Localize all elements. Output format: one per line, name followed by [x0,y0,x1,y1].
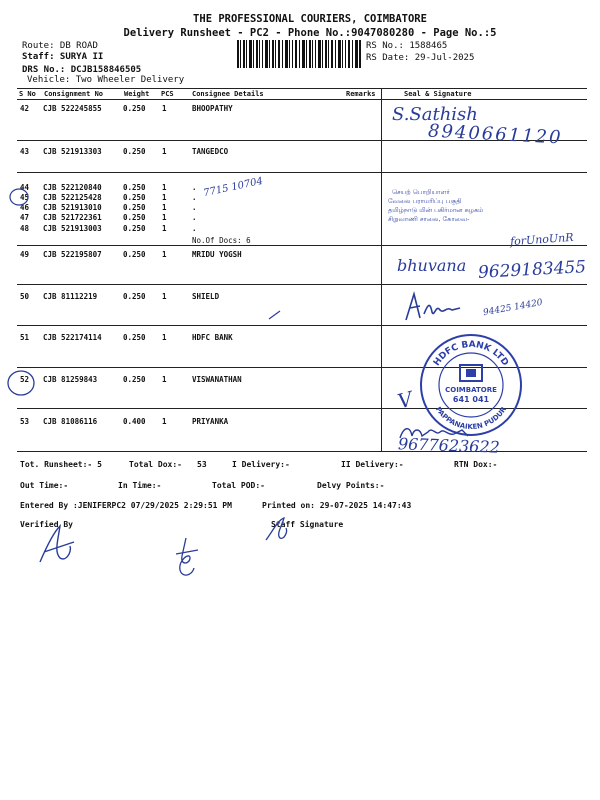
weight: 0.400 [123,417,146,426]
weight: 0.250 [123,250,146,259]
handwritten-phone: 9677623622 [397,434,501,457]
sno: 53 [20,417,30,426]
handwritten-note: 7715 10704 [202,175,264,200]
consignment-no: CJB 521913003 [43,224,102,233]
consignment-no: CJB 522245855 [43,104,102,113]
in-time: In Time:- [118,481,162,490]
weight: 0.250 [123,193,146,202]
printed-on: Printed on: 29-07-2025 14:47:43 [262,501,412,510]
pcs: 1 [162,250,167,259]
runsheet-subtitle: Delivery Runsheet - PC2 - Phone No.:9047080280 - Page No.:5 [123,27,497,39]
consignee: . [192,193,197,202]
sno: 52 [20,375,30,384]
col-remarks: Remarks [346,90,376,98]
tick-mark [268,310,282,320]
sno: 48 [20,224,30,233]
weight: 0.250 [123,104,146,113]
seal-line: தமிழ்நாடு மின் பகிர்மான கழகம் [388,206,484,214]
weight: 0.250 [123,224,146,233]
handwritten-receiver: forUnoUnR [509,230,574,249]
handwritten-phone: 8940661120 [427,120,563,149]
pcs: 1 [162,147,167,156]
pcs: 1 [162,375,167,384]
total-pod: Total POD:- [212,481,265,490]
barcode [237,40,361,68]
stamp-city: COIMBATORE [445,386,497,394]
drs-number: DRS No.: DCJB158846505 [22,65,142,75]
col-consignment: Consignment No [44,90,104,98]
row-divider [17,325,587,326]
weight: 0.250 [123,333,146,342]
pcs: 1 [162,417,167,426]
consignment-no: CJB 521913303 [43,147,102,156]
seal-line: செயற் பொறியாளர் [392,188,450,196]
row-divider [17,172,587,173]
consignee: PRIYANKA [192,417,229,426]
rs-date: RS Date: 29-Jul-2025 [366,53,475,63]
verifier-signature [30,518,80,568]
circle-mark [8,186,30,208]
consignee: . [192,203,197,212]
weight: 0.250 [123,213,146,222]
handwritten-name: bhuvana [397,256,467,275]
consignment-no: CJB 81259843 [43,375,98,384]
handwritten-phone: 94425 14420 [482,297,544,319]
staff-signature-mark [262,514,292,544]
consignment-no: CJB 521913010 [43,203,102,212]
no-of-docs: No.Of Docs: 6 [192,236,251,245]
sno: 42 [20,104,30,113]
handwritten-phone: 9629183455 [477,257,587,283]
out-time: Out Time:- [20,481,69,490]
consignee: SHIELD [192,292,220,301]
seal-line: சிறுவாணி சாலை, கோவை- [388,215,470,223]
sno: 44 [20,183,30,192]
consignee: . [192,213,197,222]
pcs: 1 [162,193,167,202]
pcs: 1 [162,292,167,301]
company-title: THE PROFESSIONAL COURIERS, COIMBATORE [193,13,427,25]
seal-tamil [388,188,483,224]
pcs: 1 [162,104,167,113]
route: Route: DB ROAD [22,41,98,51]
consignee: HDFC BANK [192,333,233,342]
col-pcs: PCS [161,90,174,98]
consignment-no: CJB 522195807 [43,250,102,259]
row-divider [17,245,587,246]
consignment-no: CJB 522120840 [43,183,102,192]
table-top-rule [17,88,587,89]
consignee: . [192,183,197,192]
weight: 0.250 [123,292,146,301]
consignment-no: CJB 522125428 [43,193,102,202]
sno: 45 [20,193,30,202]
sno: 50 [20,292,30,301]
i-delivery: I Delivery:- [232,460,290,469]
delvy-points: Delvy Points:- [317,481,385,490]
pcs: 1 [162,224,167,233]
sno: 47 [20,213,30,222]
pcs: 1 [162,333,167,342]
total-dox-label: Total Dox:- [129,460,182,469]
table-bottom-rule [17,451,587,452]
verified-by: Verified By [20,520,73,529]
consignee: BHOOPATHY [192,104,233,113]
staff-signature: Staff Signature [271,520,344,529]
tot-runsheet: Tot. Runsheet:- 5 [20,460,102,469]
stamp-bottom-text: PAPPANAIKEN PUDUR [433,405,509,432]
consignee: TANGEDCO [192,147,229,156]
seal-line: வேலை பராமரிப்பு பகுதி [388,197,462,205]
consignment-no: CJB 521722361 [43,213,102,222]
pcs: 1 [162,213,167,222]
consignee: VISWANATHAN [192,375,242,384]
consignee: MRIDU YOGSH [192,250,242,259]
sno: 51 [20,333,30,342]
ii-delivery: II Delivery:- [341,460,404,469]
sno: 46 [20,203,30,212]
weight: 0.250 [123,147,146,156]
rs-number: RS No.: 1588465 [366,41,448,51]
consignment-no: CJB 522174114 [43,333,102,342]
remarks-divider [381,89,382,451]
circle-mark [6,368,36,398]
sno: 43 [20,147,30,156]
staff: Staff: SURYA II [22,52,104,62]
rtn-dox: RTN Dox:- [454,460,498,469]
weight: 0.250 [123,183,146,192]
stamp-pin: 641 041 [452,395,490,404]
consignee: . [192,224,197,233]
weight: 0.250 [123,203,146,212]
total-dox-value: 53 [197,460,207,469]
col-consignee: Consignee Details [192,90,264,98]
initials-signature [172,536,202,580]
stamp-top-text: HDFC BANK LTD [431,339,511,368]
col-weight: Weight [124,90,150,98]
pcs: 1 [162,203,167,212]
entered-by: Entered By :JENIFERPC2 07/29/2025 2:29:51 PM [20,501,232,510]
col-seal-signature: Seal & Signature [404,90,472,98]
consignment-no: CJB 81086116 [43,417,98,426]
signature-row50 [400,288,480,328]
table-header-rule [17,99,587,100]
handwritten-mark: V [395,386,416,414]
vehicle: Vehicle: Two Wheeler Delivery [27,75,185,85]
row-divider [17,284,587,285]
handwritten-name: S.Sathish [392,104,478,125]
pcs: 1 [162,183,167,192]
weight: 0.250 [123,375,146,384]
consignment-no: CJB 81112219 [43,292,98,301]
sno: 49 [20,250,30,259]
col-sno: S No [19,90,36,98]
